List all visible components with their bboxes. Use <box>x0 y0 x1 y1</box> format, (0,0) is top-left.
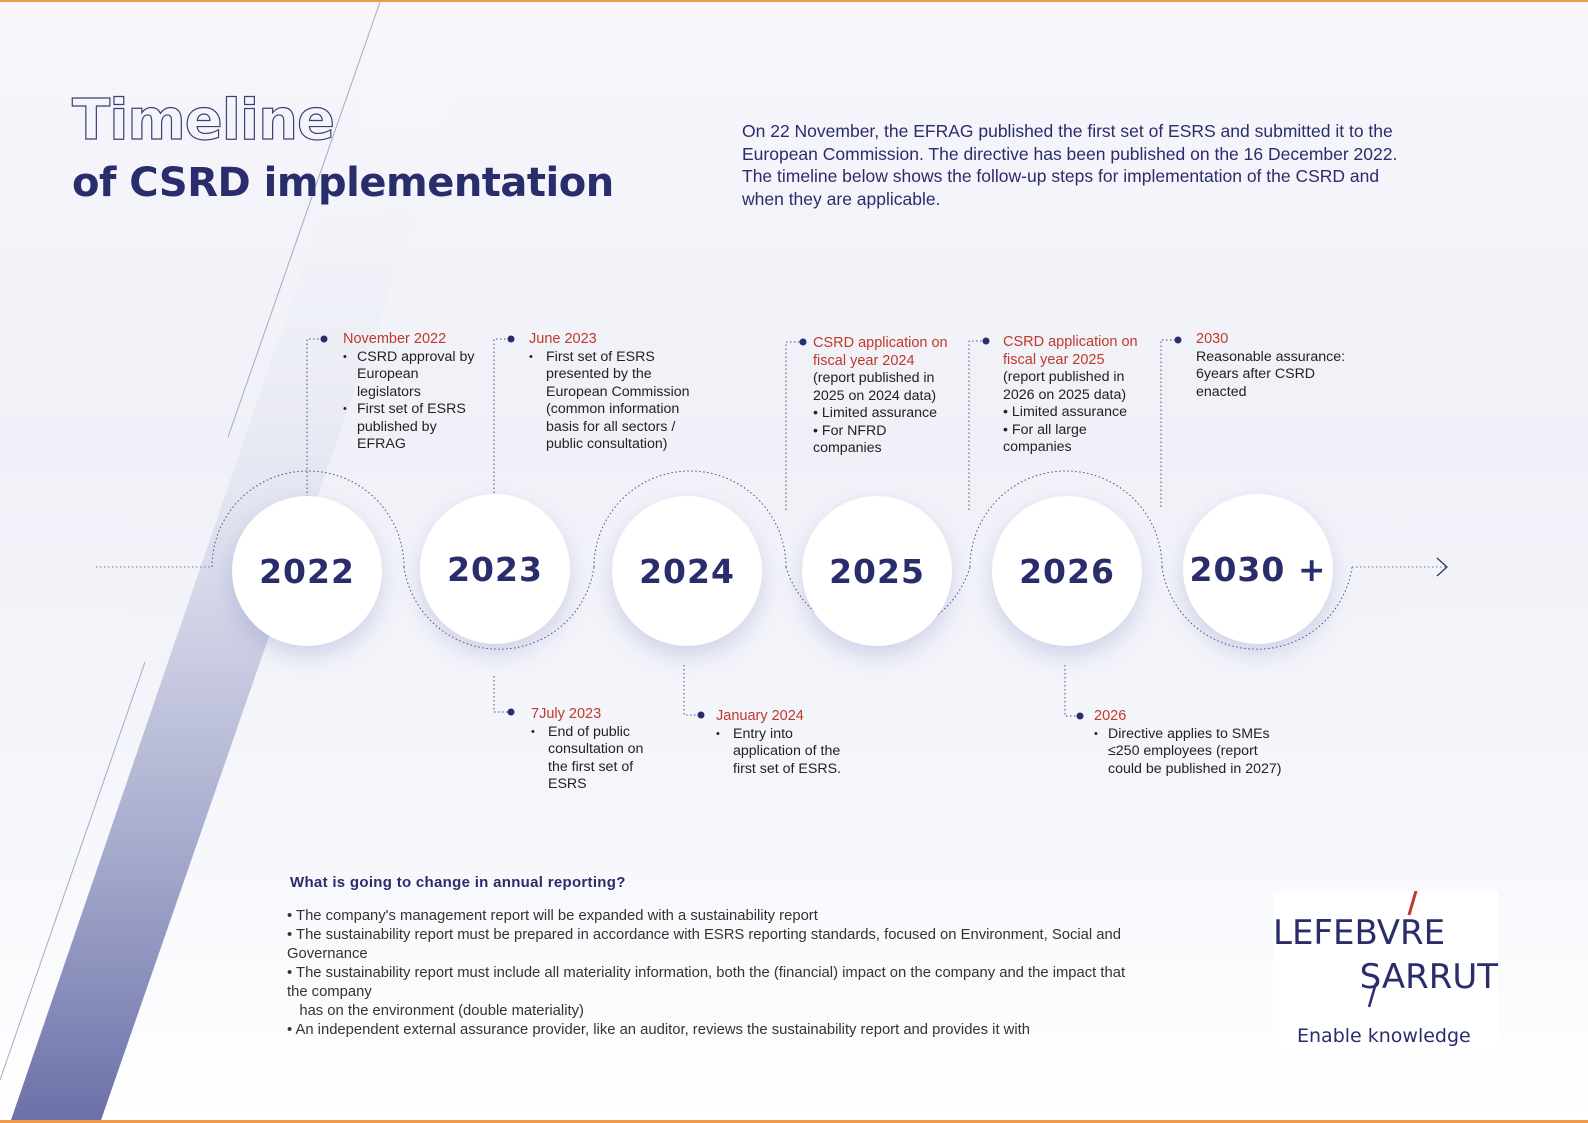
intro-paragraph: On 22 November, the EFRAG published the first set of ESRS and submitted it to the European Commission. The directive has been published on the 16 December 2022. The timeline below shows the follow-up steps for implementation of the CSRD and when they are applicable. <box>742 121 1398 209</box>
connector-dot <box>800 339 807 346</box>
changes-item: • The sustainability report must be prepared in accordance with ESRS reporting standards, focused on Environment, Social and Governance <box>287 927 1126 962</box>
event-january-2024 <box>716 708 856 778</box>
logo-wordmark-line1: LEFEBVRE <box>1273 913 1446 953</box>
connector-dot <box>508 336 515 343</box>
year-circle-2023: 2023 <box>420 494 570 644</box>
event-bullet: • First set of ESRS presented by the European Commission (common information basis for all sectors / public consultation) <box>529 349 709 454</box>
connector-dot <box>698 712 705 719</box>
connector-dot <box>983 338 990 345</box>
event-july-2023 <box>531 706 661 794</box>
event-text: (report published in 2026 on 2025 data) • Limited assurance • For all large companies <box>1003 369 1128 455</box>
connector-dot <box>321 336 328 343</box>
event-title: 2030 <box>1196 331 1229 347</box>
logo-wordmark-line2: SARRUT <box>1359 957 1498 997</box>
event-text: (report published in 2025 on 2024 data) • Limited assurance • For NFRD companies <box>813 370 938 456</box>
event-title: November 2022 <box>343 331 447 347</box>
logo-tagline: Enable knowledge <box>1297 1025 1471 1047</box>
year-circle-2025: 2025 <box>802 496 952 646</box>
event-2026 <box>1094 708 1284 778</box>
event-title: 7July 2023 <box>531 706 602 722</box>
event-title: CSRD application on fiscal year 2025 <box>1003 334 1138 368</box>
connector-dot <box>1077 713 1084 720</box>
event-june-2023 <box>529 331 709 454</box>
event-fy2025 <box>1003 334 1153 457</box>
changes-list <box>287 907 1147 1040</box>
event-bullet: • Entry into application of the first set of ESRS. <box>716 726 856 779</box>
event-title: 2026 <box>1094 708 1127 724</box>
connector-2026 <box>1065 665 1078 716</box>
changes-item: • The sustainability report must include all materiality information, both the (financial) impact on the company and the impact that the company has on the environment (double materiality) <box>287 965 1126 1019</box>
event-bullet: • First set of ESRS published by EFRAG <box>343 401 483 454</box>
year-circle-2022: 2022 <box>232 496 382 646</box>
connector-july-2023 <box>494 676 509 712</box>
changes-heading: What is going to change in annual reporting? <box>290 874 626 891</box>
lefebvre-sarrut-logo <box>1273 891 1498 1051</box>
year-circle-2030: 2030 + <box>1183 494 1333 644</box>
connector-june-2023 <box>494 339 509 505</box>
event-title: CSRD application on fiscal year 2024 <box>813 335 948 369</box>
event-title: June 2023 <box>529 331 597 347</box>
page-title: of CSRD implementation <box>72 160 614 206</box>
year-circle-2026: 2026 <box>992 496 1142 646</box>
connector-dot <box>1175 337 1182 344</box>
connector-fy2024 <box>786 342 801 510</box>
event-bullet: • End of public consultation on the first set of ESRS <box>531 724 661 794</box>
changes-item: • An independent external assurance provider, like an auditor, reviews the sustainability report and provides it with <box>287 1022 1030 1038</box>
connector-jan-2024 <box>684 665 699 715</box>
event-title: January 2024 <box>716 708 804 724</box>
year-circle-2024: 2024 <box>612 496 762 646</box>
connector-fy2025 <box>969 341 984 510</box>
event-november-2022 <box>343 331 483 454</box>
changes-item: • The company's management report will be expanded with a sustainability report <box>287 908 818 924</box>
connector-dot <box>508 709 515 716</box>
event-fy2024 <box>813 335 963 458</box>
event-bullet: • CSRD approval by European legislators <box>343 349 483 402</box>
event-2030 <box>1196 331 1361 401</box>
connector-2030 <box>1161 340 1176 507</box>
event-bullet: • Directive applies to SMEs ≤250 employees (report could be published in 2027) <box>1094 726 1284 779</box>
event-text: Reasonable assurance: 6years after CSRD enacted <box>1196 348 1346 400</box>
title-outline: Timeline <box>72 88 334 153</box>
